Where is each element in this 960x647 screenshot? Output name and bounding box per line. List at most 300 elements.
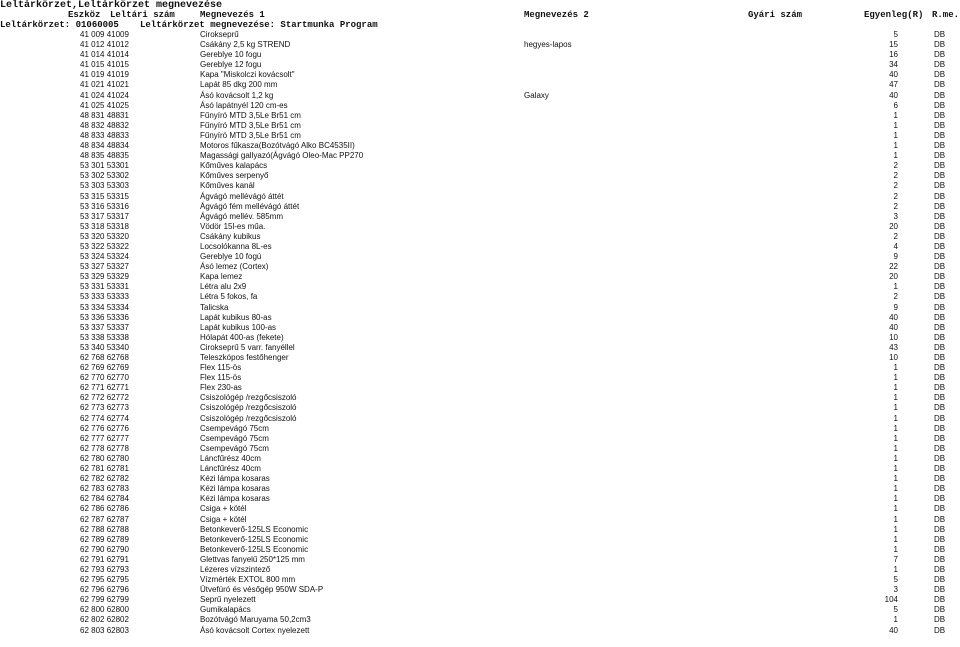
item-qty: 10 (889, 332, 898, 342)
table-row (0, 403, 960, 413)
table-row (0, 373, 960, 383)
item-code: 62 773 62773 (80, 403, 129, 413)
item-code: 41 014 41014 (80, 50, 129, 60)
item-name: Ásó lapátnyél 120 cm-es (200, 100, 288, 110)
item-unit: DB (934, 524, 946, 534)
item-qty: 1 (893, 373, 898, 383)
item-unit: DB (934, 201, 946, 211)
table-row (0, 575, 960, 585)
col-serial: Gyári szám (748, 10, 803, 20)
item-name: Vödör 15l-es műa. (200, 221, 266, 231)
item-code: 62 802 62802 (80, 615, 129, 625)
item-unit: DB (934, 262, 946, 272)
item-name: Lapát kubikus 100-as (200, 322, 277, 332)
item-qty: 1 (893, 363, 898, 373)
item-code: 62 784 62784 (80, 494, 129, 504)
table-row (0, 60, 960, 70)
item-unit: DB (934, 464, 946, 474)
item-code: 53 317 53317 (80, 211, 129, 221)
table-row (0, 565, 960, 575)
item-qty: 16 (889, 50, 898, 60)
table-row (0, 323, 960, 333)
item-code: 62 777 62777 (80, 433, 129, 443)
item-name: Flex 230-as (200, 383, 242, 393)
item-name: Csiga + kötél (200, 504, 247, 514)
table-row (0, 181, 960, 191)
item-unit: DB (934, 272, 946, 282)
table-row (0, 80, 960, 90)
table-row (0, 222, 960, 232)
item-code: 62 803 62803 (80, 625, 129, 635)
item-name: Ásó lemez (Cortex) (200, 262, 269, 272)
table-row (0, 313, 960, 323)
item-qty: 10 (889, 353, 898, 362)
item-code: 62 771 62771 (80, 383, 129, 393)
item-unit: DB (934, 433, 946, 443)
item-name: Ütvefúró és vésőgép 950W SDA-P (200, 585, 324, 595)
item-code: 53 338 53338 (80, 332, 129, 342)
item-code: 62 786 62786 (80, 504, 129, 514)
table-row (0, 303, 960, 313)
item-name2: Galaxy (524, 90, 549, 100)
item-code: 62 790 62790 (80, 544, 129, 554)
item-qty: 1 (893, 474, 898, 484)
item-qty: 1 (893, 524, 898, 534)
item-unit: DB (934, 231, 946, 241)
item-name: Fűnyíró MTD 3,5Le Br51 cm (200, 120, 301, 130)
table-row (0, 484, 960, 494)
table-row (0, 535, 960, 545)
item-qty: 15 (889, 40, 898, 50)
table-row (0, 262, 960, 272)
item-unit: DB (934, 353, 946, 362)
item-unit: DB (934, 494, 946, 504)
table-row (0, 171, 960, 181)
item-qty: 6 (893, 100, 898, 110)
table-row (0, 595, 960, 605)
table-row (0, 101, 960, 111)
item-qty: 9 (893, 252, 898, 262)
item-unit: DB (934, 383, 946, 393)
item-name: Csiszológép /rezgőcsiszoló (200, 403, 297, 413)
table-row (0, 30, 960, 40)
item-qty: 1 (893, 514, 898, 524)
item-name: Kézi lámpa kosaras (200, 494, 270, 504)
item-unit: DB (934, 110, 946, 120)
item-qty: 2 (893, 181, 898, 191)
table-row (0, 212, 960, 222)
item-name: Flex 115-ös (200, 373, 242, 383)
item-code: 48 832 48832 (80, 120, 129, 130)
table-row (0, 282, 960, 292)
item-qty: 2 (893, 191, 898, 201)
item-qty: 2 (893, 201, 898, 211)
item-unit: DB (934, 605, 946, 615)
item-name: Betonkeverő-125LS Economic (200, 524, 309, 534)
item-unit: DB (934, 312, 946, 322)
item-code: 41 025 41025 (80, 100, 129, 110)
table-row (0, 111, 960, 121)
item-unit: DB (934, 575, 946, 585)
col-name2: Megnevezés 2 (524, 10, 589, 20)
table-row (0, 434, 960, 444)
item-name: Gumikalapács (200, 605, 251, 615)
item-name: Lapát 85 dkg 200 mm (200, 80, 278, 90)
item-unit: DB (934, 423, 946, 433)
table-row (0, 91, 960, 101)
item-qty: 3 (893, 211, 898, 221)
item-name: Lézeres vízszintező (200, 564, 271, 574)
item-name2: hegyes-lapos (524, 40, 572, 50)
table-row (0, 615, 960, 625)
item-unit: DB (934, 60, 946, 70)
item-qty: 40 (889, 70, 898, 80)
item-qty: 5 (893, 30, 898, 39)
item-qty: 1 (893, 141, 898, 151)
item-unit: DB (934, 120, 946, 130)
item-code: 53 337 53337 (80, 322, 129, 332)
item-unit: DB (934, 181, 946, 191)
item-name: Betonkeverő-125LS Economic (200, 534, 309, 544)
item-code: 53 324 53324 (80, 252, 129, 262)
item-name: Kőműves serpenyő (200, 171, 269, 181)
item-qty: 1 (893, 383, 898, 393)
item-code: 62 789 62789 (80, 534, 129, 544)
item-unit: DB (934, 292, 946, 302)
table-row (0, 353, 960, 363)
table-row (0, 444, 960, 454)
table-row (0, 515, 960, 525)
item-code: 62 787 62787 (80, 514, 129, 524)
item-qty: 1 (893, 130, 898, 140)
col-unit: R.me. (932, 10, 960, 20)
item-qty: 2 (893, 292, 898, 302)
table-row (0, 50, 960, 60)
table-row (0, 192, 960, 202)
item-unit: DB (934, 342, 946, 352)
location-name: Leltárkörzet megnevezése: Startmunka Program (140, 20, 378, 30)
item-code: 62 796 62796 (80, 585, 129, 595)
item-code: 62 799 62799 (80, 595, 129, 605)
item-code: 62 776 62776 (80, 423, 129, 433)
item-code: 48 835 48835 (80, 151, 129, 161)
item-qty: 1 (893, 464, 898, 474)
table-row (0, 161, 960, 171)
item-code: 53 302 53302 (80, 171, 129, 181)
item-name: Ásó kovácsolt 1,2 kg (200, 90, 274, 100)
item-name: Kőműves kanál (200, 181, 255, 191)
item-code: 62 774 62774 (80, 413, 129, 423)
table-row (0, 474, 960, 484)
col-inv-no: Leltári szám (110, 10, 175, 20)
item-code: 62 780 62780 (80, 453, 129, 463)
item-qty: 1 (893, 564, 898, 574)
item-name: Fűnyíró MTD 3,5Le Br51 cm (200, 130, 301, 140)
item-code: 41 024 41024 (80, 90, 129, 100)
item-name: Ásó kovácsolt Cortex nyelezett (200, 625, 310, 635)
item-code: 48 834 48834 (80, 141, 129, 151)
item-unit: DB (934, 474, 946, 484)
item-name: Kőműves kalapács (200, 161, 268, 171)
item-unit: DB (934, 90, 946, 100)
table-row (0, 151, 960, 161)
item-qty: 2 (893, 161, 898, 171)
item-qty: 47 (889, 80, 898, 90)
item-qty: 40 (889, 625, 898, 635)
table-row (0, 626, 960, 636)
item-code: 41 009 41009 (80, 30, 129, 39)
item-name: Ágvágó mellévágó áttét (200, 191, 284, 201)
item-unit: DB (934, 211, 946, 221)
item-code: 53 320 53320 (80, 231, 129, 241)
item-unit: DB (934, 534, 946, 544)
item-qty: 34 (889, 60, 898, 70)
table-row (0, 232, 960, 242)
item-code: 62 781 62781 (80, 464, 129, 474)
item-code: 53 301 53301 (80, 161, 129, 171)
item-name: Cirokseprű (200, 30, 239, 39)
item-name: Betonkeverő-125LS Economic (200, 544, 309, 554)
item-code: 62 793 62793 (80, 564, 129, 574)
item-name: Csempevágó 75cm (200, 433, 269, 443)
item-qty: 1 (893, 423, 898, 433)
item-qty: 5 (893, 575, 898, 585)
item-unit: DB (934, 282, 946, 292)
item-code: 62 778 62778 (80, 443, 129, 453)
item-code: 62 800 62800 (80, 605, 129, 615)
table-row (0, 272, 960, 282)
table-row (0, 70, 960, 80)
table-row (0, 131, 960, 141)
item-code: 62 768 62768 (80, 353, 129, 362)
item-name: Lapát kubikus 80-as (200, 312, 272, 322)
item-name: Kapa "Miskolczi kovácsolt" (200, 70, 295, 80)
table-row (0, 414, 960, 424)
item-qty: 2 (893, 231, 898, 241)
item-name: Hólapát 400-as (fekete) (200, 332, 284, 342)
item-name: Seprű nyelezett (200, 595, 256, 605)
item-unit: DB (934, 595, 946, 605)
table-row (0, 343, 960, 353)
table-row (0, 525, 960, 535)
item-unit: DB (934, 413, 946, 423)
table-row (0, 333, 960, 343)
table-row (0, 424, 960, 434)
item-name: Glettvas fanyelű 250*125 mm (200, 554, 305, 564)
item-qty: 104 (884, 595, 898, 605)
item-name: Létra alu 2x9 (200, 282, 247, 292)
item-unit: DB (934, 453, 946, 463)
table-row (0, 555, 960, 565)
table-row (0, 292, 960, 302)
item-unit: DB (934, 130, 946, 140)
item-unit: DB (934, 191, 946, 201)
item-code: 48 833 48833 (80, 130, 129, 140)
item-name: Gereblye 12 fogu (200, 60, 262, 70)
item-code: 53 329 53329 (80, 272, 129, 282)
col-name1: Megnevezés 1 (200, 10, 265, 20)
item-qty: 1 (893, 120, 898, 130)
item-name: Talicska (200, 302, 229, 312)
item-qty: 4 (893, 241, 898, 251)
item-code: 62 782 62782 (80, 474, 129, 484)
table-row (0, 494, 960, 504)
table-row (0, 585, 960, 595)
item-name: Cirokseprű 5 varr. fanyéllel (200, 342, 295, 352)
item-unit: DB (934, 151, 946, 161)
item-unit: DB (934, 30, 946, 39)
item-qty: 1 (893, 393, 898, 403)
item-code: 53 318 53318 (80, 221, 129, 231)
item-code: 53 336 53336 (80, 312, 129, 322)
table-row (0, 121, 960, 131)
item-unit: DB (934, 40, 946, 50)
item-code: 53 315 53315 (80, 191, 129, 201)
item-unit: DB (934, 514, 946, 524)
table-row (0, 40, 960, 50)
item-code: 62 769 62769 (80, 363, 129, 373)
item-unit: DB (934, 221, 946, 231)
item-qty: 1 (893, 544, 898, 554)
item-qty: 9 (893, 302, 898, 312)
item-name: Csiszológép /rezgőcsiszoló (200, 393, 297, 403)
report-title: Leltárkörzet,Leltárkörzet megnevezése (0, 0, 223, 11)
item-unit: DB (934, 141, 946, 151)
item-name: Kapa lemez (200, 272, 243, 282)
item-unit: DB (934, 585, 946, 595)
table-row (0, 383, 960, 393)
item-name: Kézi lámpa kosaras (200, 474, 270, 484)
item-code: 53 316 53316 (80, 201, 129, 211)
item-unit: DB (934, 100, 946, 110)
item-code: 41 021 41021 (80, 80, 129, 90)
item-code: 53 331 53331 (80, 282, 129, 292)
col-tool: Eszköz (68, 10, 101, 20)
item-unit: DB (934, 403, 946, 413)
item-unit: DB (934, 625, 946, 635)
item-qty: 3 (893, 585, 898, 595)
item-qty: 43 (889, 342, 898, 352)
column-header (0, 10, 960, 20)
item-name: Csiga + kötél (200, 514, 247, 524)
item-unit: DB (934, 80, 946, 90)
table-row (0, 454, 960, 464)
item-qty: 1 (893, 494, 898, 504)
item-unit: DB (934, 241, 946, 251)
item-name: Csákány 2,5 kg STREND (200, 40, 291, 50)
item-code: 53 327 53327 (80, 262, 129, 272)
item-name: Gereblye 10 fogu (200, 50, 262, 60)
item-code: 41 019 41019 (80, 70, 129, 80)
item-qty: 2 (893, 171, 898, 181)
item-code: 62 772 62772 (80, 393, 129, 403)
item-unit: DB (934, 70, 946, 80)
item-unit: DB (934, 443, 946, 453)
item-code: 53 333 53333 (80, 292, 129, 302)
item-qty: 7 (893, 554, 898, 564)
item-code: 41 015 41015 (80, 60, 129, 70)
item-name: Bozótvágó Maruyama 50,2cm3 (200, 615, 311, 625)
item-unit: DB (934, 363, 946, 373)
item-unit: DB (934, 302, 946, 312)
item-unit: DB (934, 564, 946, 574)
table-row (0, 242, 960, 252)
item-code: 62 770 62770 (80, 373, 129, 383)
item-code: 62 791 62791 (80, 554, 129, 564)
item-code: 62 795 62795 (80, 575, 129, 585)
item-name: Motoros fűkasza(Bozótvágó Alko BC4535II) (200, 141, 355, 151)
item-unit: DB (934, 504, 946, 514)
item-code: 53 322 53322 (80, 241, 129, 251)
item-code: 62 783 62783 (80, 484, 129, 494)
item-qty: 40 (889, 90, 898, 100)
item-qty: 1 (893, 151, 898, 161)
item-qty: 1 (893, 282, 898, 292)
item-name: Csempevágó 75cm (200, 443, 269, 453)
item-name: Magassági gallyazó(Ágvágó Oleo-Mac PP270 (200, 151, 364, 161)
item-qty: 1 (893, 443, 898, 453)
item-qty: 1 (893, 534, 898, 544)
location-code: Leltárkörzet: 01060005 (0, 20, 119, 30)
item-name: Láncfűrész 40cm (200, 464, 261, 474)
item-qty: 1 (893, 403, 898, 413)
item-name: Fűnyíró MTD 3,5Le Br51 cm (200, 110, 301, 120)
item-unit: DB (934, 484, 946, 494)
item-name: Létra 5 fokos, fa (200, 292, 258, 302)
item-qty: 5 (893, 605, 898, 615)
table-row (0, 464, 960, 474)
item-qty: 40 (889, 322, 898, 332)
item-qty: 22 (889, 262, 898, 272)
item-name: Kézi lámpa kosaras (200, 484, 270, 494)
item-qty: 1 (893, 433, 898, 443)
table-row (0, 202, 960, 212)
item-name: Gereblye 10 fogú (200, 252, 262, 262)
item-code: 53 303 53303 (80, 181, 129, 191)
item-qty: 1 (893, 504, 898, 514)
table-row (0, 504, 960, 514)
item-unit: DB (934, 322, 946, 332)
item-qty: 1 (893, 110, 898, 120)
item-code: 53 340 53340 (80, 342, 129, 352)
item-code: 62 788 62788 (80, 524, 129, 534)
item-code: 53 334 53334 (80, 302, 129, 312)
item-code: 41 012 41012 (80, 40, 129, 50)
table-row (0, 605, 960, 615)
item-unit: DB (934, 50, 946, 60)
inventory-table (0, 30, 960, 636)
item-qty: 1 (893, 453, 898, 463)
item-qty: 40 (889, 312, 898, 322)
item-name: Csiszológép /rezgőcsiszoló (200, 413, 297, 423)
item-name: Láncfűrész 40cm (200, 453, 261, 463)
table-row (0, 545, 960, 555)
item-qty: 1 (893, 615, 898, 625)
item-unit: DB (934, 171, 946, 181)
item-qty: 20 (889, 272, 898, 282)
item-name: Ágvágó fém mellévágó áttét (200, 201, 300, 211)
col-balance: Egyenleg(R) (864, 10, 924, 20)
item-unit: DB (934, 393, 946, 403)
item-name: Ágvágó mellév. 585mm (200, 211, 283, 221)
item-name: Csempevágó 75cm (200, 423, 269, 433)
table-row (0, 393, 960, 403)
item-name: Vízmérték EXTOL 800 mm (200, 575, 296, 585)
item-name: Csákány kubikus (200, 231, 261, 241)
item-unit: DB (934, 332, 946, 342)
table-row (0, 252, 960, 262)
item-qty: 1 (893, 484, 898, 494)
